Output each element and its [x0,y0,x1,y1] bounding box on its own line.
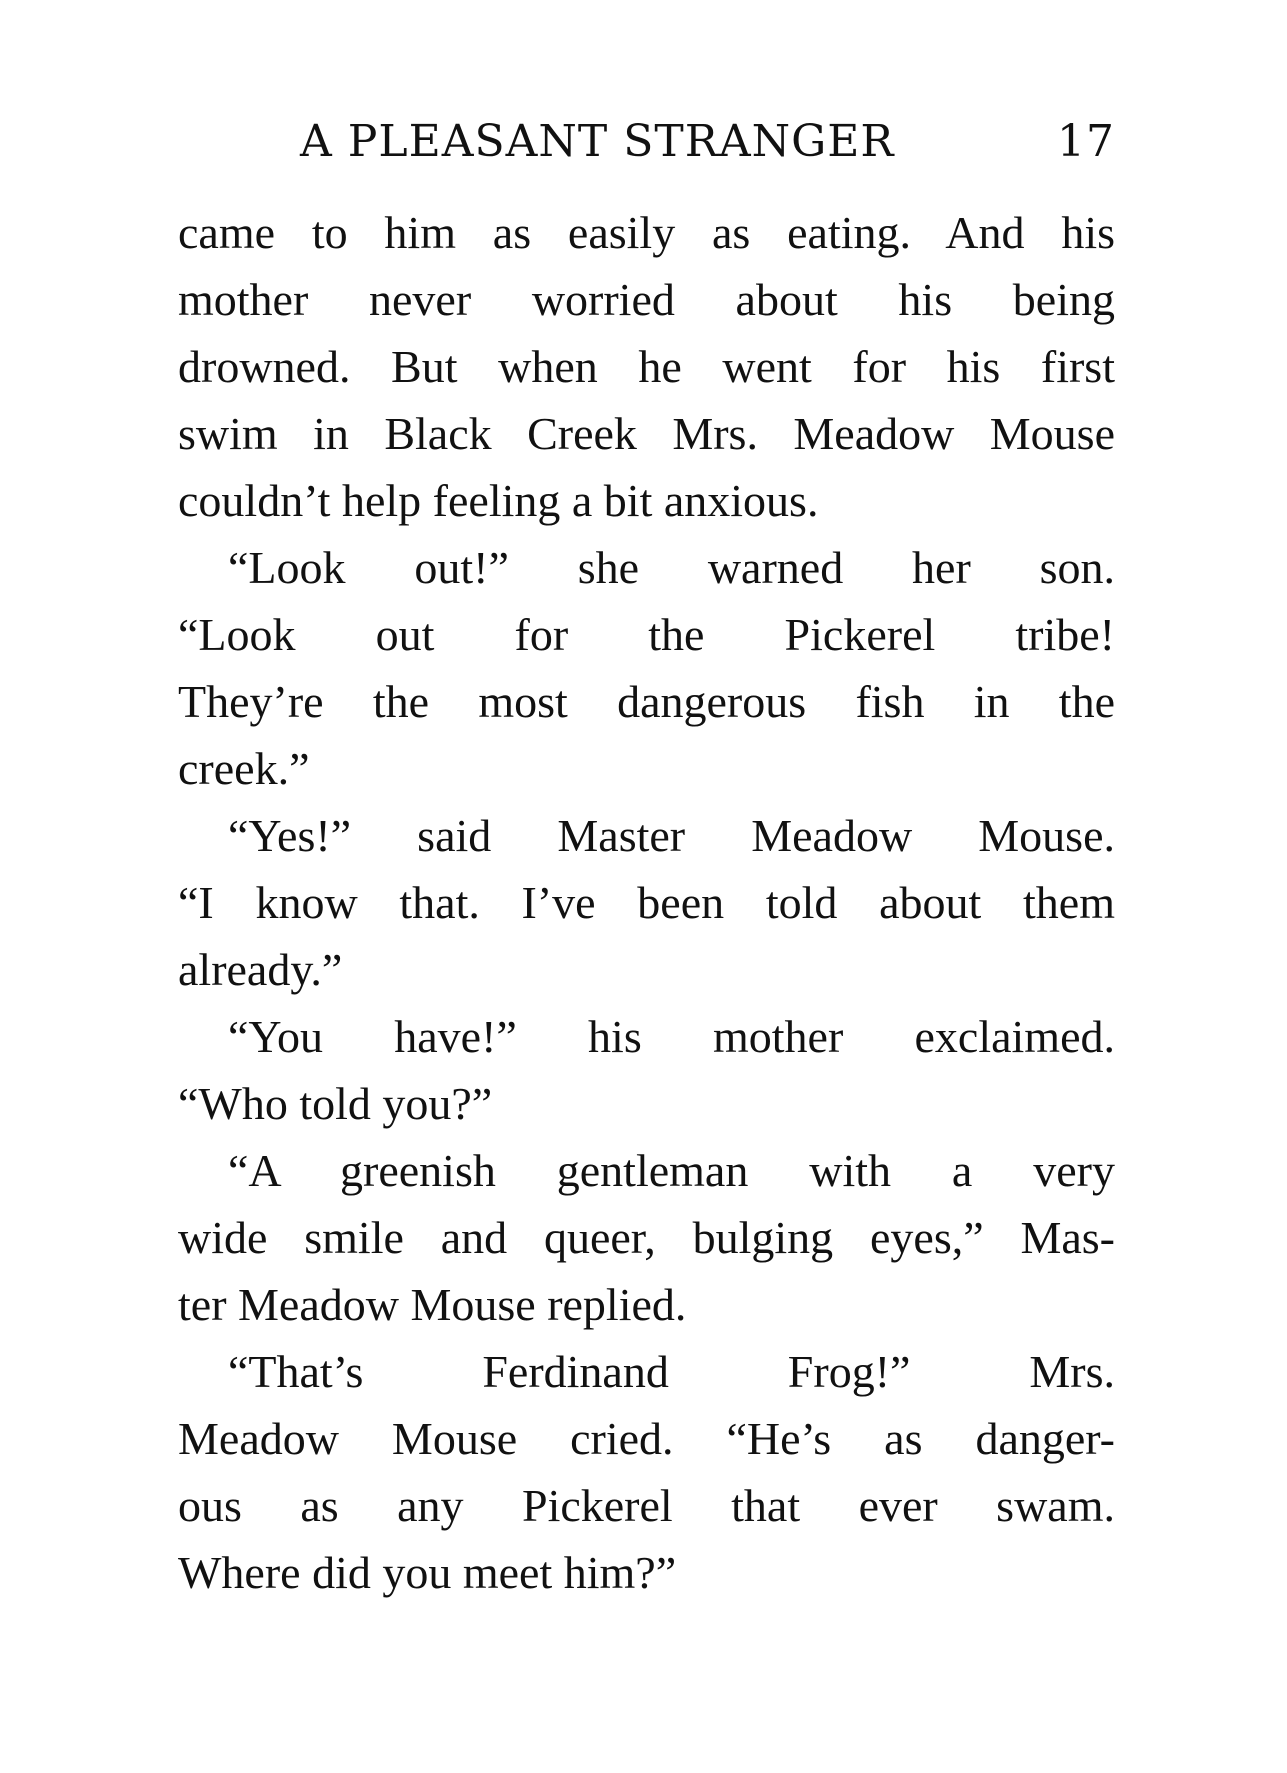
text-line: Meadow Mouse cried. “He’s as danger- [178,1413,1115,1464]
text-line: already.” [178,944,343,995]
text-line: ous as any Pickerel that ever swam. [178,1480,1115,1531]
body-text [178,199,1115,1606]
text-line: “A greenish gentleman with a very [228,1145,1115,1196]
text-line: mother never worried about his being [178,274,1115,325]
text-line: “That’s Ferdinand Frog!” Mrs. [228,1346,1115,1397]
text-line: “Look out!” she warned her son. [228,542,1115,593]
text-line: They’re the most dangerous fish in the [178,676,1115,727]
text-line: “You have!” his mother exclaimed. [228,1011,1115,1062]
text-line: wide smile and queer, bulging eyes,” Mas- [178,1212,1115,1263]
text-line: came to him as easily as eating. And his [178,207,1115,258]
chapter-title: A PLEASANT STRANGER [300,116,895,167]
text-line: “Who told you?” [178,1078,493,1129]
text-line: “Yes!” said Master Meadow Mouse. [228,810,1115,861]
text-line: swim in Black Creek Mrs. Meadow Mouse [178,408,1115,459]
running-head [300,112,1115,172]
page-number: 17 [1057,116,1115,167]
text-line: drowned. But when he went for his first [178,341,1115,392]
text-line: “Look out for the Pickerel tribe! [178,609,1115,660]
text-line: Where did you meet him?” [178,1547,677,1598]
text-line: creek.” [178,743,310,794]
text-line: “I know that. I’ve been told about them [178,877,1115,928]
text-line: ter Meadow Mouse replied. [178,1279,687,1330]
text-line: couldn’t help feeling a bit anxious. [178,475,819,526]
